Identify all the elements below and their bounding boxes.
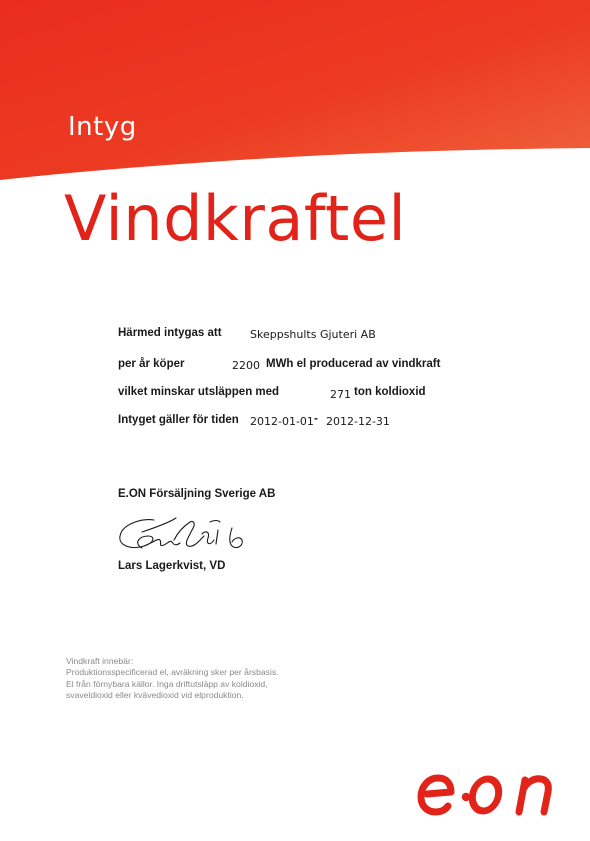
row4-label: Intyget gäller för tiden xyxy=(118,414,239,426)
date-to: 2012-12-31 xyxy=(326,415,390,428)
signature xyxy=(114,510,264,560)
date-separator: - xyxy=(314,413,318,425)
footnote xyxy=(66,656,279,702)
row1-label: Härmed intygas att xyxy=(118,327,222,339)
row2-suffix: MWh el producerad av vindkraft xyxy=(266,358,441,370)
footnote-line: Produktionsspecificerad el, avräkning sker per årsbasis. xyxy=(66,667,279,678)
row2-label: per år köper xyxy=(118,358,185,370)
row3-suffix: ton koldioxid xyxy=(354,386,426,398)
footnote-line: El från förnybara källor. Inga driftutsläpp av koldioxid, xyxy=(66,678,268,689)
issuer-company: E.ON Försäljning Sverige AB xyxy=(118,488,276,500)
footnote-heading: Vindkraft innebär: xyxy=(66,656,134,666)
company-name: Skeppshults Gjuteri AB xyxy=(250,328,376,341)
co2-amount: 271 xyxy=(330,388,351,401)
document-label: Intyg xyxy=(68,112,137,142)
document-title: Vindkraftel xyxy=(64,182,407,255)
eon-logo xyxy=(415,770,565,825)
mwh-amount: 2200 xyxy=(232,359,260,372)
signatory-name: Lars Lagerkvist, VD xyxy=(118,560,226,572)
date-from: 2012-01-01 xyxy=(250,415,314,428)
row3-label: vilket minskar utsläppen med xyxy=(118,386,280,398)
header-band xyxy=(0,0,590,200)
footnote-line: svaveldioxid eller kvävedioxid vid elproduktion. xyxy=(66,690,244,701)
